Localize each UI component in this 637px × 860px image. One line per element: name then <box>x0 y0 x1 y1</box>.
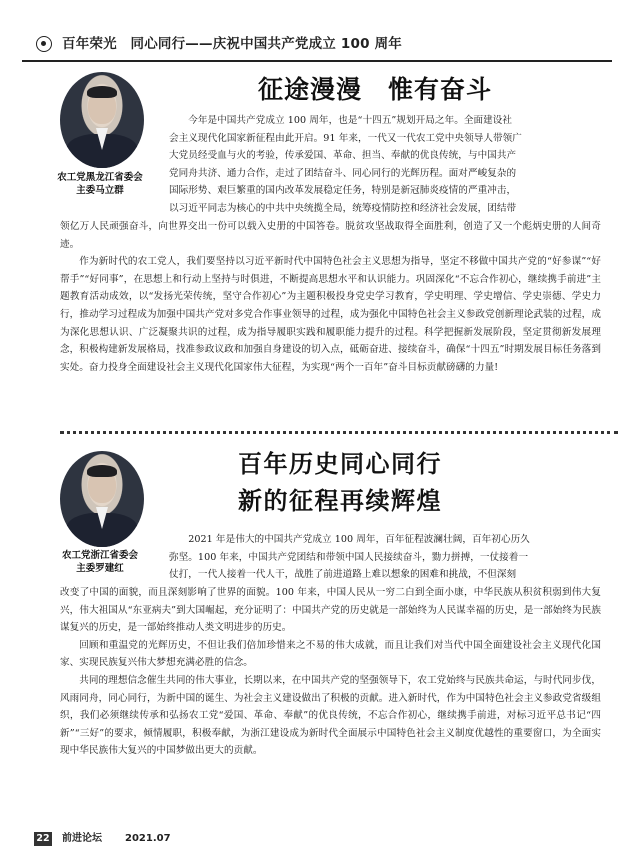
article2-headline-line1: 百年历史同心同行 <box>238 450 442 478</box>
text-line: 今年是中国共产党成立 100 周年，也是“十四五”规划开局之年。全面建设社 <box>188 115 513 126</box>
journal-name: 前进论坛 <box>62 833 102 844</box>
text-line: 大党员经受血与火的考验，传承爱国、革命、担当、奉献的优良传统，与中国共产 <box>169 150 517 162</box>
article1-wrap-text <box>169 112 601 218</box>
header-logo-icon <box>36 36 52 52</box>
article2-wrap-text <box>169 531 601 584</box>
text-line: 以习近平同志为核心的中共中央统揽全局，统筹疫情防控和经济社会发展，团结带 <box>169 202 517 214</box>
paragraph: 共同的理想信念催生共同的伟大事业，长期以来，在中国共产党的坚强领导下，农工党始终与民族共命运，与时代同步伐，风雨同舟，同心同行，为新中国的诞生、为社会主义建设做出了积极的贡献。进入新时代，作为中国特色社会主义参政党省级组织，我们必须继续传承和弘扬农工党“爱国、革命、奉献”的优良传统，不忘合作初心，继续携手前进，对标习近平总书记“四新”“三好”的要求，倾情履职，积极奉献，为浙江建设成为新时代全面展示中国特色社会主义制度优越性的重要窗口，为全面实现中华民族伟大复兴的中国梦做出更大的贡献。 <box>60 674 601 757</box>
author-photo-1 <box>60 72 144 168</box>
article2-headline-line2: 新的征程再续辉煌 <box>238 487 442 515</box>
text-line: 2021 年是伟大的中国共产党成立 100 周年，百年征程波澜壮阔，百年初心历久 <box>188 534 530 545</box>
paragraph: 领亿万人民顽强奋斗，向世界交出一份可以载入史册的中国答卷。脱贫攻坚战取得全面胜利，创造了又一个彪炳史册的人间奇迹。 <box>60 221 601 250</box>
text-line: 会主义现代化国家新征程由此开启。91 年来，一代又一代农工党中央领导人带领广 <box>169 132 522 144</box>
text-line: 仗打，一代人接着一代人干，战胜了前进道路上难以想象的困难和挑战，不但深刻 <box>169 569 517 581</box>
section-divider <box>60 431 618 434</box>
paragraph: 改变了中国的面貌，而且深刻影响了世界的面貌。100 年来，中国人民从一穷二白到全面小康，中华民族从积贫积弱到伟大复兴，伟大祖国从“东亚病夫”到大国崛起，充分证明了：中国共产党的历史就是一部始终为人民谋幸福的历史，是一部始终为民族谋复兴的历史，是一部始终推动人类文明进步的历史。 <box>60 587 601 634</box>
text-line: 弥坚。100 年来，中国共产党团结和带领中国人民接续奋斗，勠力拼搏，一仗接着一 <box>169 551 529 563</box>
page-footer <box>22 831 612 847</box>
article2-body <box>60 584 601 760</box>
caption-name: 主委罗建红 <box>76 563 124 574</box>
author-caption-1 <box>45 171 155 197</box>
running-header <box>22 34 612 62</box>
caption-org: 农工党黑龙江省委会 <box>57 172 143 183</box>
author-caption-2 <box>45 549 155 575</box>
caption-name: 主委马立群 <box>76 185 124 196</box>
paragraph: 作为新时代的农工党人，我们要坚持以习近平新时代中国特色社会主义思想为指导，坚定不移做中国共产党的“好参谋”“好帮手”“好同事”，在思想上和行动上坚持与时俱进，不断提高思想水平和认识能力。巩固深化“不忘合作初心，继续携手前进”主题教育活动成效，以“发扬光荣传统，坚守合作初心”为主题积极投身党史学习教育，学史明理、学史增信、学史崇德、学史力行，推动学习过程成为加强中国共产党对多党合作事业领导的过程，成为强化中国特色社会主义参政党创新理论武装的过程，成为深化思想认识、广泛凝聚共识的过程，成为指导履职实践和履职能力提升的过程。科学把握新发展阶段，坚定贯彻新发展理念，积极构建新发展格局，找准参政议政和加强自身建设的切入点，砥砺奋进、接续奋斗，确保“十四五”时期发展目标任务落到实处。奋力投身全面建设社会主义现代化国家伟大征程，为实现“两个一百年”奋斗目标贡献磅礴的力量! <box>60 256 601 373</box>
page-number: 22 <box>34 832 52 846</box>
author-photo-2 <box>60 451 144 547</box>
article1-body <box>60 218 601 376</box>
issue-date: 2021.07 <box>125 833 171 844</box>
paragraph: 回顾和重温党的光辉历史，不但让我们倍加珍惜来之不易的伟大成就，而且让我们对当代中国全面建设社会主义现代化国家、实现民族复兴伟大梦想充满必胜的信念。 <box>60 639 601 669</box>
caption-org: 农工党浙江省委会 <box>61 550 138 561</box>
header-title: 百年荣光 同心同行——庆祝中国共产党成立 100 周年 <box>62 36 402 52</box>
text-line: 国际形势、艰巨繁重的国内改革发展稳定任务，特别是新冠肺炎疫情的严重冲击， <box>169 185 517 197</box>
article1-headline: 征途漫漫 惟有奋斗 <box>258 75 493 104</box>
text-line: 党同舟共济、通力合作，走过了团结奋斗、同心同行的光辉历程。面对严峻复杂的 <box>169 167 517 179</box>
